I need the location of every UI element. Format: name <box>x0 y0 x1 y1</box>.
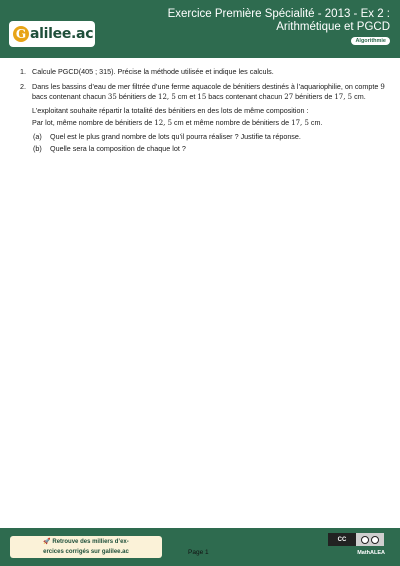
question-text <box>32 82 386 103</box>
galilee-logo[interactable] <box>9 21 95 47</box>
question-number: 2. <box>20 81 26 91</box>
exercise-content <box>16 67 386 158</box>
text-fragment: Par lot, même nombre de bénitiers de <box>32 118 155 128</box>
text-fragment: bénitiers de <box>116 92 158 102</box>
promo-line-1 <box>10 537 162 547</box>
text-fragment: cm. <box>308 118 323 128</box>
math-value: 17, 5 <box>291 119 309 128</box>
page-title: Exercice Première Spécialité - 2013 - Ex 2 : Arithmétique et PGCD <box>167 8 390 33</box>
sub-question-text: Quel est le plus grand nombre de lots qu’il pourra réaliser ? Justifie ta réponse. <box>50 131 301 141</box>
sub-question-label: (a) <box>33 131 42 141</box>
text-fragment: cm et <box>175 92 198 102</box>
text-fragment: cm et même nombre de bénitiers de <box>172 118 292 128</box>
question-number: 1. <box>20 67 26 76</box>
license-badge[interactable] <box>328 533 384 546</box>
promo-line-2: ercices corrigés sur galilee.ac <box>43 549 129 555</box>
sub-question-b <box>32 144 386 154</box>
math-value: 15 <box>197 93 207 102</box>
math-value: 12, 5 <box>154 119 173 128</box>
text-fragment: bacs contenant chacun <box>206 92 285 102</box>
sub-question-a <box>32 132 386 142</box>
lot-paragraph <box>32 118 386 129</box>
rocket-icon: 🚀 <box>43 539 51 545</box>
text-fragment: bacs contenant chacun <box>32 92 108 102</box>
logo-text: alilee.ac <box>30 26 94 42</box>
question-text: Calcule PGCD(405 ; 315). Précise la méthode utilisée et indique les calculs. <box>32 67 274 76</box>
sub-question-label: (b) <box>33 143 42 153</box>
sub-question-text: Quelle sera la composition de chaque lot ? <box>50 143 186 153</box>
math-value: 17, 5 <box>334 93 353 102</box>
cc-logo-icon: CC <box>328 533 356 546</box>
question-2 <box>16 82 386 154</box>
category-badge: Algorithmie <box>351 37 390 45</box>
cc-by-icon <box>361 536 369 544</box>
text-fragment: bénitiers de <box>293 92 335 102</box>
math-value: 12, 5 <box>158 93 176 102</box>
question-1 <box>16 67 386 77</box>
mathalea-brand: MathALEA <box>357 550 385 556</box>
promo-text: Retrouve des milliers d’ex- <box>52 539 129 545</box>
math-value: 9 <box>380 82 385 91</box>
context-paragraph: L’exploitant souhaite répartir la totalité des bénitiers en des lots de même composition : <box>32 105 309 115</box>
text-fragment: Dans les bassins d’eau de mer filtrée d’une ferme aquacole de bénitiers destinés à l’aquariophilie, on compte <box>32 81 381 91</box>
promo-link[interactable] <box>10 536 162 558</box>
cc-conditions <box>356 533 384 546</box>
text-fragment: cm. <box>352 92 366 102</box>
logo-mark-icon: G <box>13 26 29 42</box>
page-number: Page 1 <box>188 549 209 556</box>
math-value: 27 <box>284 93 294 102</box>
cc-sa-icon <box>371 536 379 544</box>
math-value: 35 <box>107 93 117 102</box>
